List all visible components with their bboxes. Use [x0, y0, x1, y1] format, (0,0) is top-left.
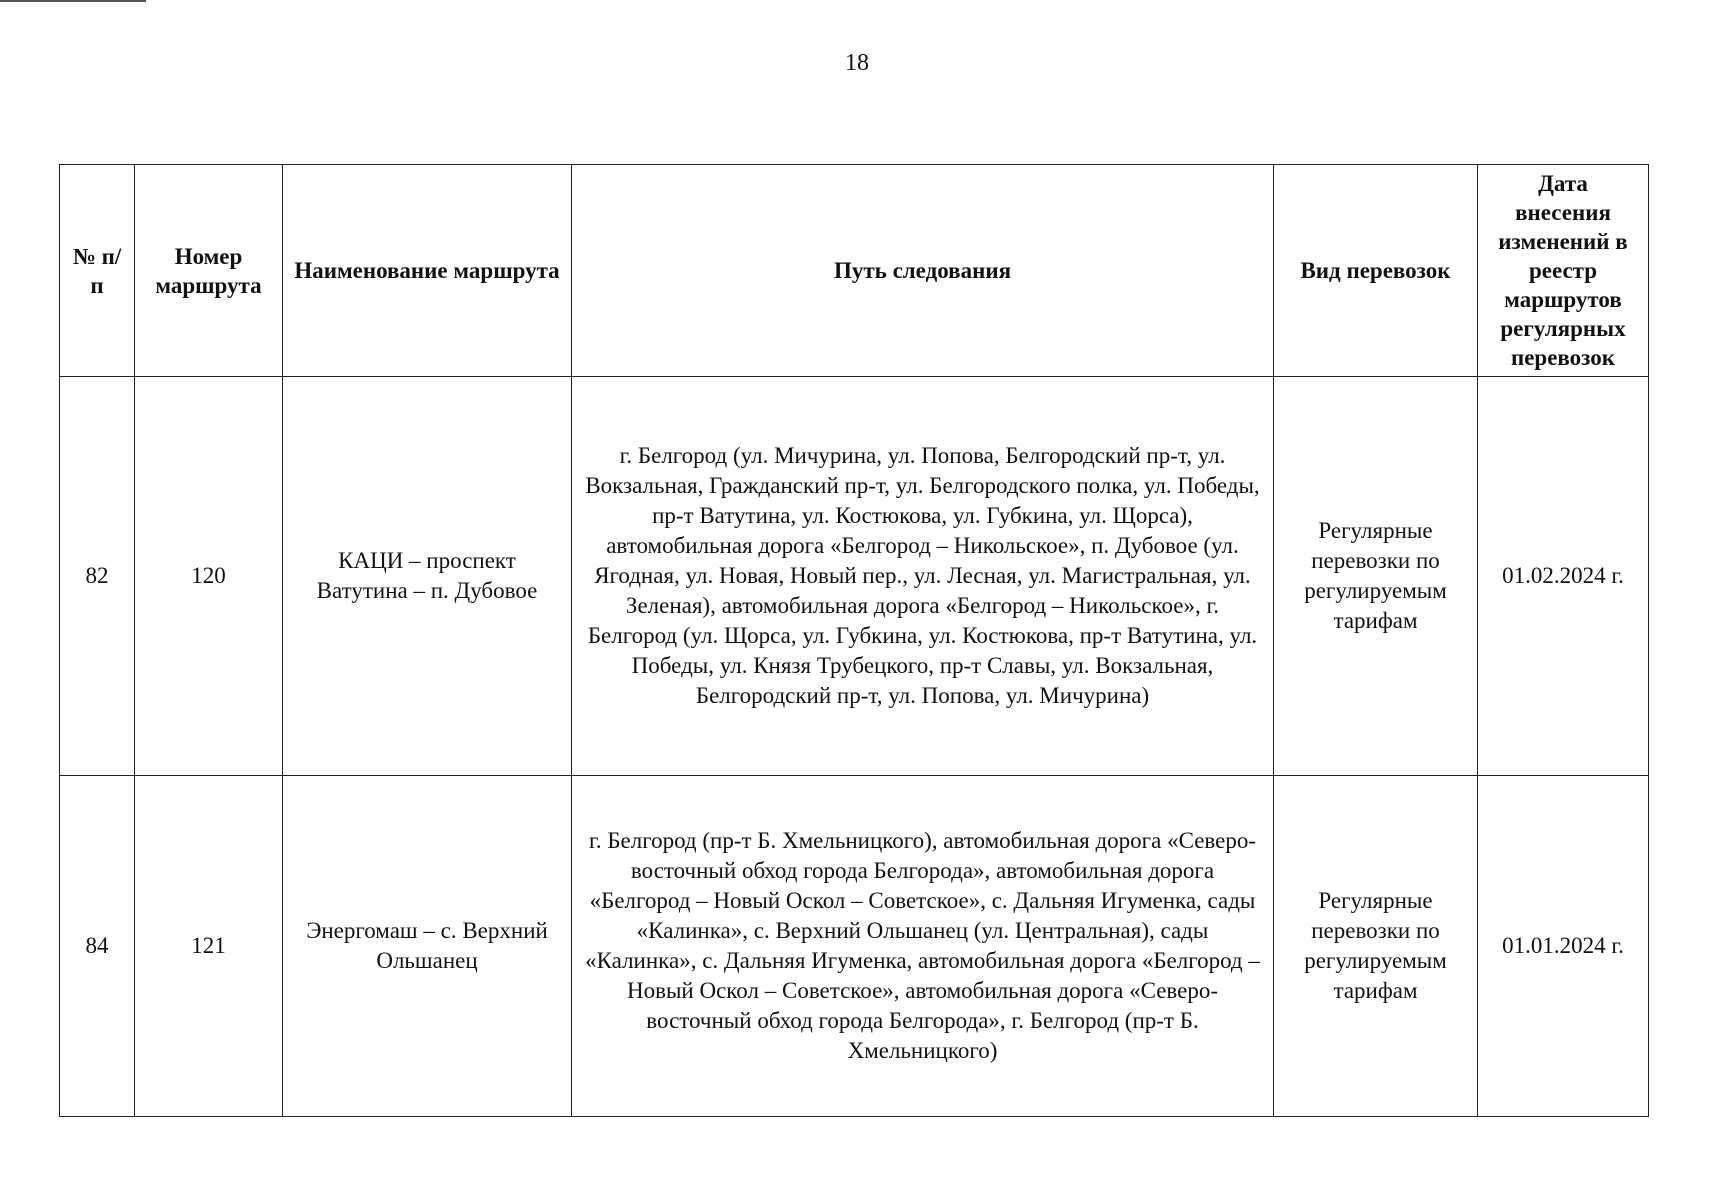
header-num: № п/п	[60, 165, 135, 377]
header-transport-type: Вид перевозок	[1274, 165, 1478, 377]
header-change-date: Дата внесения изменений в реестр маршрутов регулярных перевозок	[1478, 165, 1649, 377]
header-route-number: Номер маршрута	[135, 165, 283, 377]
table-row	[60, 776, 1649, 1117]
cell-path: г. Белгород (пр-т Б. Хмельницкого), автомобильная дорога «Северо-восточный обход города Белгорода», автомобильная дорога «Белгород – Новый Оскол – Советское», с. Дальняя Игуменка, сады «Калинка», с. Верхний Ольшанец (ул. Центральная), сады «Калинка», с. Дальняя Игуменка, автомобильная дорога «Белгород – Новый Оскол – Советское», автомобильная дорога «Северо-восточный обход города Белгорода», г. Белгород (пр-т Б. Хмельницкого)	[572, 776, 1274, 1117]
top-border-line	[0, 0, 146, 2]
cell-change-date: 01.02.2024 г.	[1478, 377, 1649, 776]
cell-change-date: 01.01.2024 г.	[1478, 776, 1649, 1117]
cell-route-number: 121	[135, 776, 283, 1117]
cell-route-name: Энергомаш – с. Верхний Ольшанец	[283, 776, 572, 1117]
cell-path: г. Белгород (ул. Мичурина, ул. Попова, Белгородский пр-т, ул. Вокзальная, Гражданский пр-т, ул. Белгородского полка, ул. Победы, пр-т Ватутина, ул. Костюкова, ул. Губкина, ул. Щорса), автомобильная дорога «Белгород – Никольское», п. Дубовое (ул. Ягодная, ул. Новая, Новый пер., ул. Лесная, ул. Магистральная, ул. Зеленая), автомобильная дорога «Белгород – Никольское», г. Белгород (ул. Щорса, ул. Губкина, ул. Костюкова, пр-т Ватутина, ул. Победы, ул. Князя Трубецкого, пр-т Славы, ул. Вокзальная, Белгородский пр-т, ул. Попова, ул. Мичурина)	[572, 377, 1274, 776]
table-row	[60, 377, 1649, 776]
cell-route-name: КАЦИ – проспект Ватутина – п. Дубовое	[283, 377, 572, 776]
cell-num: 82	[60, 377, 135, 776]
header-path: Путь следования	[572, 165, 1274, 377]
page-number: 18	[845, 50, 869, 76]
cell-transport-type: Регулярные перевозки по регулируемым тарифам	[1274, 377, 1478, 776]
cell-route-number: 120	[135, 377, 283, 776]
header-route-name: Наименование маршрута	[283, 165, 572, 377]
cell-transport-type: Регулярные перевозки по регулируемым тарифам	[1274, 776, 1478, 1117]
route-registry-table	[59, 164, 1649, 1117]
table-header-row	[60, 165, 1649, 377]
cell-num: 84	[60, 776, 135, 1117]
